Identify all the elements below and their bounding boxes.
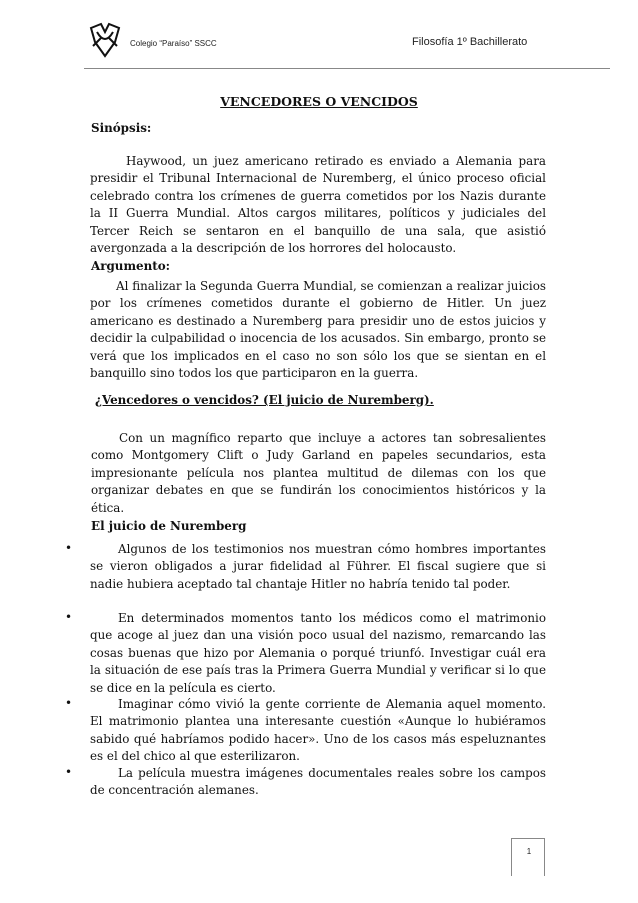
bullet-item xyxy=(90,610,546,697)
bullet-text: La película muestra imágenes documentales reales sobre los campos de concentración alemanes. xyxy=(90,766,546,798)
school-name: Colegio “Paraíso” SSCC xyxy=(130,39,217,48)
bullet-marker: • xyxy=(65,541,73,555)
course-name: Filosofía 1º Bachillerato xyxy=(412,36,528,48)
juicio-heading: El juicio de Nuremberg xyxy=(91,519,247,533)
bullet-text: Imaginar cómo vivió la gente corriente de Alemania aquel momento. El matrimonio plantea una interesante cuestión «Aunque lo hubiéramos sabido qué habríamos podido hacer». Uno de los casos más espeluznantes es el del chico al que esterilizaron. xyxy=(90,697,546,764)
sinopsis-text: Haywood, un juez americano retirado es enviado a Alemania para presidir el Tribunal Internacional de Nuremberg, el único proceso oficial celebrado contra los crímenes de guerra cometidos por los Nazis durante la II Guerra Mundial. Altos cargos militares, políticos y judiciales del Tercer Reich se sentaron en el banquillo de una sala, que asistió avergonzada a la descripción de los horrores del holocausto. xyxy=(90,154,546,256)
bullet-item xyxy=(90,696,546,766)
argumento-section xyxy=(90,278,546,382)
page-number-box xyxy=(511,838,545,876)
sinopsis-section xyxy=(90,153,546,257)
page-number: 1 xyxy=(526,847,532,856)
sinopsis-heading: Sinópsis: xyxy=(91,121,152,135)
bullet-text: En determinados momentos tanto los médicos como el matrimonio que acoge al juez dan una visión poco usual del nazismo, remarcando las cosas buenas que hizo por Alemania o porqué triunfó. Investigar cuál era la situación de ese país tras la Primera Guerra Mundial y verificar si lo que se dice en la película es cierto. xyxy=(90,611,546,695)
bullet-marker: • xyxy=(65,610,73,624)
vencedores-text: Con un magnífico reparto que incluye a actores tan sobresalientes como Montgomery Clift o Judy Garland en papeles secundarios, esta impresionante película nos plantea multitud de dilemas con los que organizar debates en que se fundirán los conocimientos históricos y la ética. xyxy=(91,431,546,515)
bullet-item xyxy=(90,541,546,593)
bullet-text: Algunos de los testimonios nos muestran cómo hombres importantes se vieron obligados a jurar fidelidad al Führer. El fiscal sugiere que si nadie hubiera aceptado tal chantaje Hitler no habría tenido tal poder. xyxy=(90,542,546,591)
argumento-text: Al finalizar la Segunda Guerra Mundial, se comienzan a realizar juicios por los crímenes cometidos durante el gobierno de Hitler. Un juez americano es destinado a Nuremberg para presidir uno de estos juicios y decidir la culpabilidad o inocencia de los acusados. Sin embargo, pronto se verá que los implicados en el caso no son sólo los que se sientan en el banquillo sino todos los que participaron en la guerra. xyxy=(90,279,546,381)
bullet-item xyxy=(90,765,546,800)
vencedores-section xyxy=(91,430,546,517)
argumento-heading: Argumento: xyxy=(91,259,171,273)
vencedores-heading: ¿Vencedores o vencidos? (El juicio de Nuremberg). xyxy=(95,393,434,407)
school-crest-logo xyxy=(87,22,123,58)
bullet-marker: • xyxy=(65,696,73,710)
header-divider xyxy=(84,68,610,69)
bullet-marker: • xyxy=(65,765,73,779)
document-title: VENCEDORES O VENCIDOS xyxy=(220,94,418,109)
